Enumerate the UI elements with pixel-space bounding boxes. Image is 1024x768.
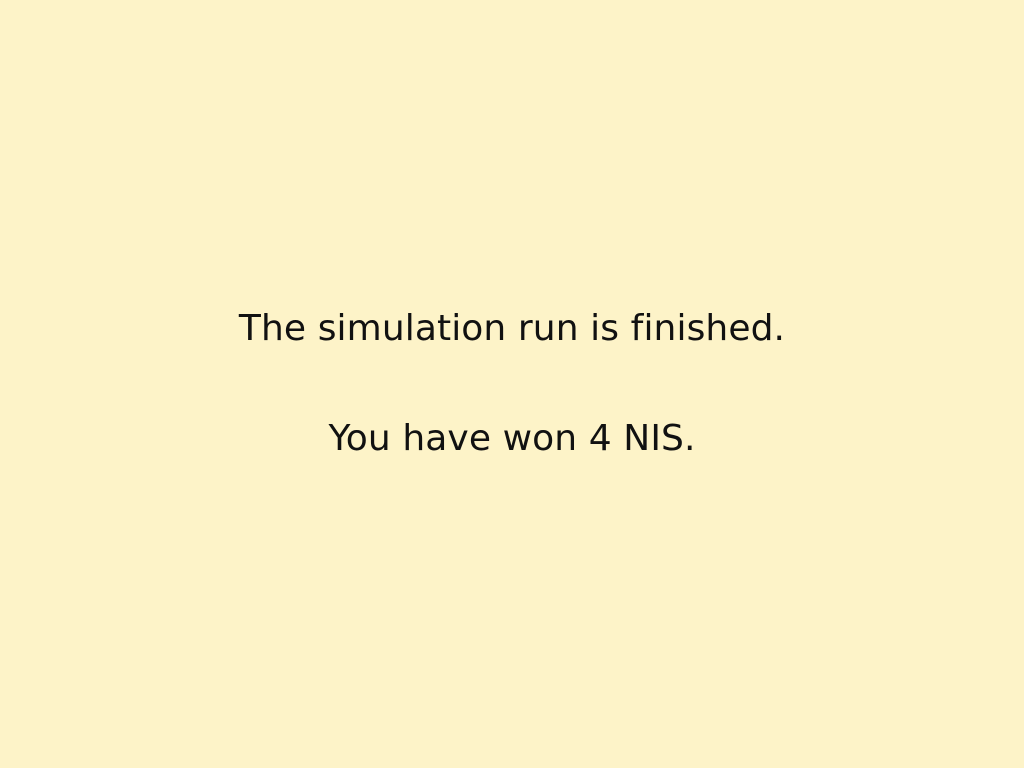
simulation-finished-message: The simulation run is finished. [238,308,786,349]
winnings-message: You have won 4 NIS. [328,418,696,459]
